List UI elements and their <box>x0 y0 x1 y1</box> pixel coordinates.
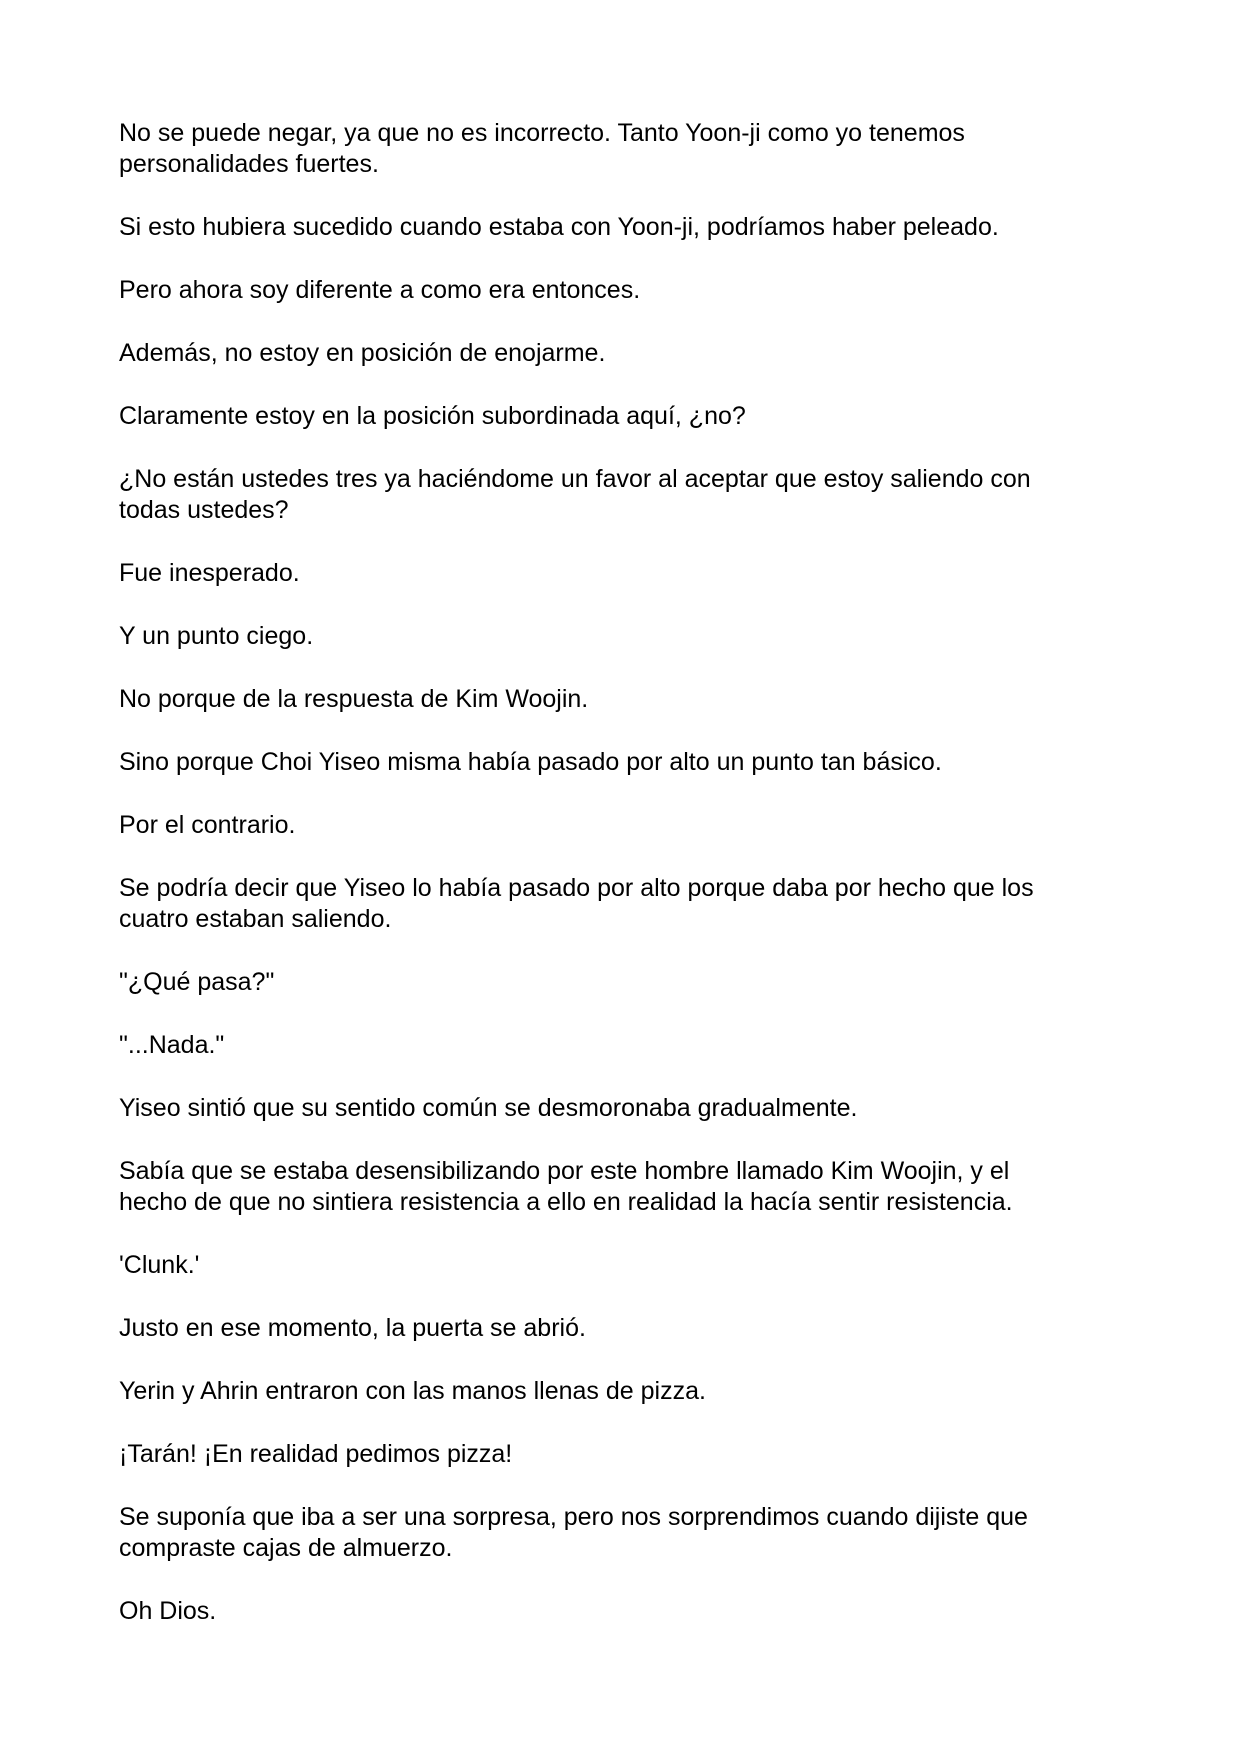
paragraph: ¡Tarán! ¡En realidad pedimos pizza! <box>119 1440 513 1468</box>
paragraph: Si esto hubiera sucedido cuando estaba con Yoon-ji, podríamos haber peleado. <box>119 213 999 241</box>
paragraph: Yerin y Ahrin entraron con las manos llenas de pizza. <box>119 1377 706 1405</box>
paragraph: Se suponía que iba a ser una sorpresa, pero nos sorprendimos cuando dijiste que compraste cajas de almuerzo. <box>119 1503 1028 1562</box>
paragraph: Además, no estoy en posición de enojarme. <box>119 339 606 367</box>
paragraph: "...Nada." <box>119 1031 225 1059</box>
paragraph: No porque de la respuesta de Kim Woojin. <box>119 685 589 713</box>
paragraph: ¿No están ustedes tres ya haciéndome un favor al aceptar que estoy saliendo con todas ustedes? <box>119 465 1031 524</box>
paragraph: Fue inesperado. <box>119 559 300 587</box>
paragraph: Sino porque Choi Yiseo misma había pasado por alto un punto tan básico. <box>119 748 942 776</box>
paragraph: Y un punto ciego. <box>119 622 314 650</box>
paragraph: Sabía que se estaba desensibilizando por este hombre llamado Kim Woojin, y el hecho de que no sintiera resistencia a ello en realidad la hacía sentir resistencia. <box>119 1157 1013 1216</box>
paragraph: "¿Qué pasa?" <box>119 968 275 996</box>
paragraph: Yiseo sintió que su sentido común se desmoronaba gradualmente. <box>119 1094 858 1122</box>
paragraph: Por el contrario. <box>119 811 296 839</box>
paragraph: Pero ahora soy diferente a como era entonces. <box>119 276 641 304</box>
paragraph: Justo en ese momento, la puerta se abrió. <box>119 1314 586 1342</box>
paragraph: Se podría decir que Yiseo lo había pasado por alto porque daba por hecho que los cuatro estaban saliendo. <box>119 874 1034 933</box>
paragraph: Claramente estoy en la posición subordinada aquí, ¿no? <box>119 402 746 430</box>
paragraph: Oh Dios. <box>119 1597 217 1625</box>
paragraph: No se puede negar, ya que no es incorrecto. Tanto Yoon-ji como yo tenemos personalidades fuertes. <box>119 119 965 178</box>
document-body <box>119 118 1129 1659</box>
paragraph: 'Clunk.' <box>119 1251 200 1279</box>
